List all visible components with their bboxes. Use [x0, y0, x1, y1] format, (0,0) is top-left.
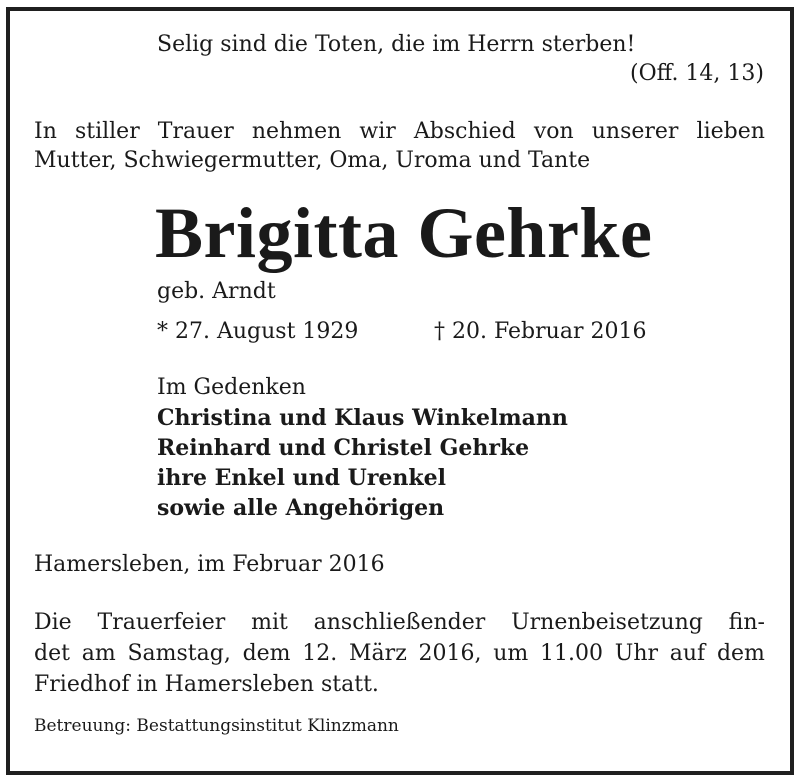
ceremony-word: am	[81, 641, 116, 666]
maiden-name: geb. Arndt	[157, 279, 276, 304]
intro-word: nehmen	[251, 119, 342, 144]
deceased-name: Brigitta Gehrke	[155, 193, 653, 273]
ceremony-word: 12.	[302, 641, 338, 666]
mourners-heading: Im Gedenken	[157, 375, 306, 400]
ceremony-word: 2016,	[418, 641, 482, 666]
ceremony-word: det	[34, 641, 70, 666]
intro-word: unserer	[591, 119, 679, 144]
ceremony-word: dem	[716, 641, 765, 666]
ceremony-word: auf	[669, 641, 706, 666]
ceremony-word: Uhr	[614, 641, 659, 666]
ceremony-word: Trauerfeier	[97, 610, 226, 635]
mourner-name: sowie alle Angehörigen	[157, 495, 445, 521]
verse-reference: (Off. 14, 13)	[629, 61, 764, 86]
ceremony-line-3: Friedhof in Hamersleben statt.	[34, 672, 379, 697]
intro-word: stiller	[74, 119, 140, 144]
intro-word: Abschied	[413, 119, 516, 144]
ceremony-word: dem	[242, 641, 291, 666]
mourner-name: Christina und Klaus Winkelmann	[157, 405, 568, 431]
ceremony-word: um	[493, 641, 529, 666]
intro-line-1	[34, 118, 765, 146]
funeral-home-note: Betreuung: Bestattungsinstitut Klinzmann	[34, 716, 399, 736]
ceremony-word: fin-	[728, 610, 765, 635]
ceremony-word: Urnenbeisetzung	[511, 610, 703, 635]
intro-line-2: Mutter, Schwiegermutter, Oma, Uroma und Tante	[34, 148, 591, 173]
death-date: † 20. Februar 2016	[434, 319, 647, 344]
place-date: Hamersleben, im Februar 2016	[34, 552, 385, 577]
intro-word: In	[34, 119, 57, 144]
ceremony-word: Die	[34, 610, 72, 635]
ceremony-word: März	[349, 641, 407, 666]
intro-word: lieben	[696, 119, 765, 144]
ceremony-line-1	[34, 609, 765, 637]
intro-word: von	[533, 119, 574, 144]
ceremony-word: 11.00	[540, 641, 604, 666]
intro-word: wir	[359, 119, 396, 144]
ceremony-line-2	[34, 640, 765, 668]
mourner-name: Reinhard und Christel Gehrke	[157, 435, 530, 461]
mourner-name: ihre Enkel und Urenkel	[157, 465, 447, 491]
verse-text: Selig sind die Toten, die im Herrn sterben!	[157, 32, 636, 57]
intro-word: Trauer	[157, 119, 234, 144]
ceremony-word: Samstag,	[127, 641, 231, 666]
ceremony-word: mit	[251, 610, 288, 635]
birth-date: * 27. August 1929	[157, 319, 359, 344]
ceremony-word: anschließender	[313, 610, 486, 635]
